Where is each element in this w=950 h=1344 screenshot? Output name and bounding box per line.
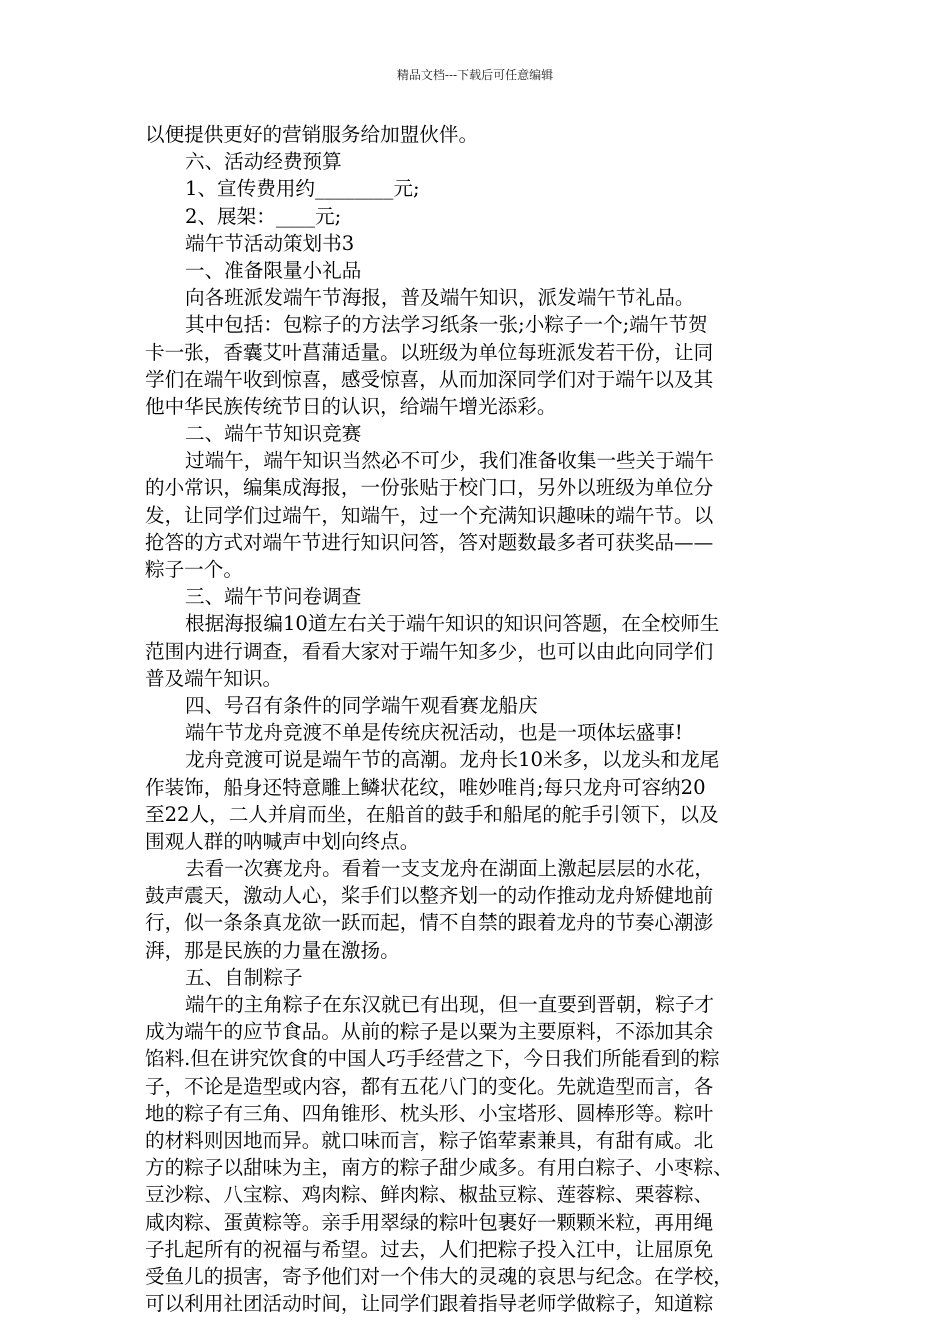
text-line: 的小常识，编集成海报，一份张贴于校门口，另外以班级为单位分 <box>145 476 714 500</box>
text-line: 鼓声震天，激动人心，桨手们以整齐划一的动作推动龙舟矫健地前 <box>145 884 714 908</box>
text-line: 可以利用社团活动时间，让同学们跟着指导老师学做粽子，知道粽 <box>145 1292 714 1316</box>
header-note: 精品文档---下载后可任意编辑 <box>396 68 554 82</box>
text-line: 向各班派发端午节海报，普及端午知识，派发端午节礼品。 <box>185 286 695 310</box>
text-line: 方的粽子以甜味为主，南方的粽子甜少咸多。有用白粽子、小枣粽、 <box>145 1156 733 1180</box>
text-line: 围观人群的呐喊声中划向终点。 <box>145 829 420 853</box>
text-line: 过端午，端午知识当然必不可少，我们准备收集一些关于端午 <box>185 449 715 473</box>
text-line: 二、端午节知识竞赛 <box>185 422 362 446</box>
document-body <box>145 121 817 1317</box>
text-line: 龙舟竞渡可说是端午节的高潮。龙舟长10米多，以龙头和龙尾 <box>185 748 720 772</box>
text-line: 成为端午的应节食品。从前的粽子是以粟为主要原料，不添加其余 <box>145 1020 714 1044</box>
text-line: 范围内进行调查，看看大家对于端午知多少，也可以由此向同学们 <box>145 639 714 663</box>
text-line: 行，似一条条真龙欲一跃而起，情不自禁的跟着龙舟的节奏心潮澎 <box>145 911 714 935</box>
text-line: 学们在端午收到惊喜，感受惊喜，从而加深同学们对于端午以及其 <box>145 367 714 391</box>
text-line: 他中华民族传统节日的认识，给端午增光添彩。 <box>145 394 557 418</box>
text-line: 其中包括：包粽子的方法学习纸条一张;小粽子一个;端午节贺 <box>185 313 708 337</box>
text-line: 子扎起所有的祝福与希望。过去，人们把粽子投入江中，让屈原免 <box>145 1237 714 1261</box>
text-line: 1、宣传费用约________元; <box>185 177 420 201</box>
text-line: 至22人，二人并肩而坐，在船首的鼓手和船尾的舵手引领下，以及 <box>145 802 719 826</box>
text-line: 普及端午知识。 <box>145 666 283 690</box>
text-line: 子，不论是造型或内容，都有五花八门的变化。先就造型而言，各 <box>145 1074 714 1098</box>
text-line: 根据海报编10道左右关于端午知识的知识问答题，在全校师生 <box>185 612 720 636</box>
text-line: 发，让同学们过端午，知端午，过一个充满知识趣味的端午节。以 <box>145 503 714 527</box>
text-line: 馅料.但在讲究饮食的中国人巧手经营之下，今日我们所能看到的粽 <box>145 1047 720 1071</box>
text-line: 一、准备限量小礼品 <box>185 258 362 282</box>
text-line: 粽子一个。 <box>145 558 243 581</box>
text-line: 端午节龙舟竞渡不单是传统庆祝活动，也是一项体坛盛事! <box>185 721 683 745</box>
text-line: 受鱼儿的损害，寄予他们对一个伟大的灵魂的哀思与纪念。在学校， <box>145 1264 733 1288</box>
text-line: 五、自制粽子 <box>185 965 303 989</box>
text-line: 2、展架：____元; <box>185 204 342 228</box>
text-line: 以便提供更好的营销服务给加盟伙伴。 <box>145 123 479 146</box>
text-line: 湃，那是民族的力量在激扬。 <box>145 938 400 962</box>
text-line: 端午的主角粽子在东汉就已有出现，但一直要到晋朝，粽子才 <box>185 993 715 1016</box>
text-line: 抢答的方式对端午节进行知识问答，答对题数最多者可获奖品—— <box>145 530 714 554</box>
text-line: 的材料则因地而异。就口味而言，粽子馅荤素兼具，有甜有咸。北 <box>145 1128 714 1152</box>
text-line: 作装饰，船身还特意雕上鳞状花纹，唯妙唯肖;每只龙舟可容纳20 <box>145 775 706 799</box>
text-line: 六、活动经费预算 <box>185 150 342 174</box>
text-line: 卡一张，香囊艾叶菖蒲适量。以班级为单位每班派发若干份，让同 <box>145 340 714 364</box>
text-line: 四、号召有条件的同学端午观看赛龙船庆 <box>185 693 538 717</box>
text-line: 去看一次赛龙舟。看着一支支龙舟在湖面上激起层层的水花， <box>185 857 715 881</box>
text-line: 地的粽子有三角、四角锥形、枕头形、小宝塔形、圆棒形等。粽叶 <box>145 1101 714 1125</box>
text-line: 端午节活动策划书3 <box>185 231 355 255</box>
text-line: 豆沙粽、八宝粽、鸡肉粽、鲜肉粽、椒盐豆粽、莲蓉粽、栗蓉粽、 <box>145 1183 714 1207</box>
text-line: 三、端午节问卷调查 <box>185 585 362 609</box>
text-line: 咸肉粽、蛋黄粽等。亲手用翠绿的粽叶包裹好一颗颗米粒，再用绳 <box>145 1210 714 1234</box>
